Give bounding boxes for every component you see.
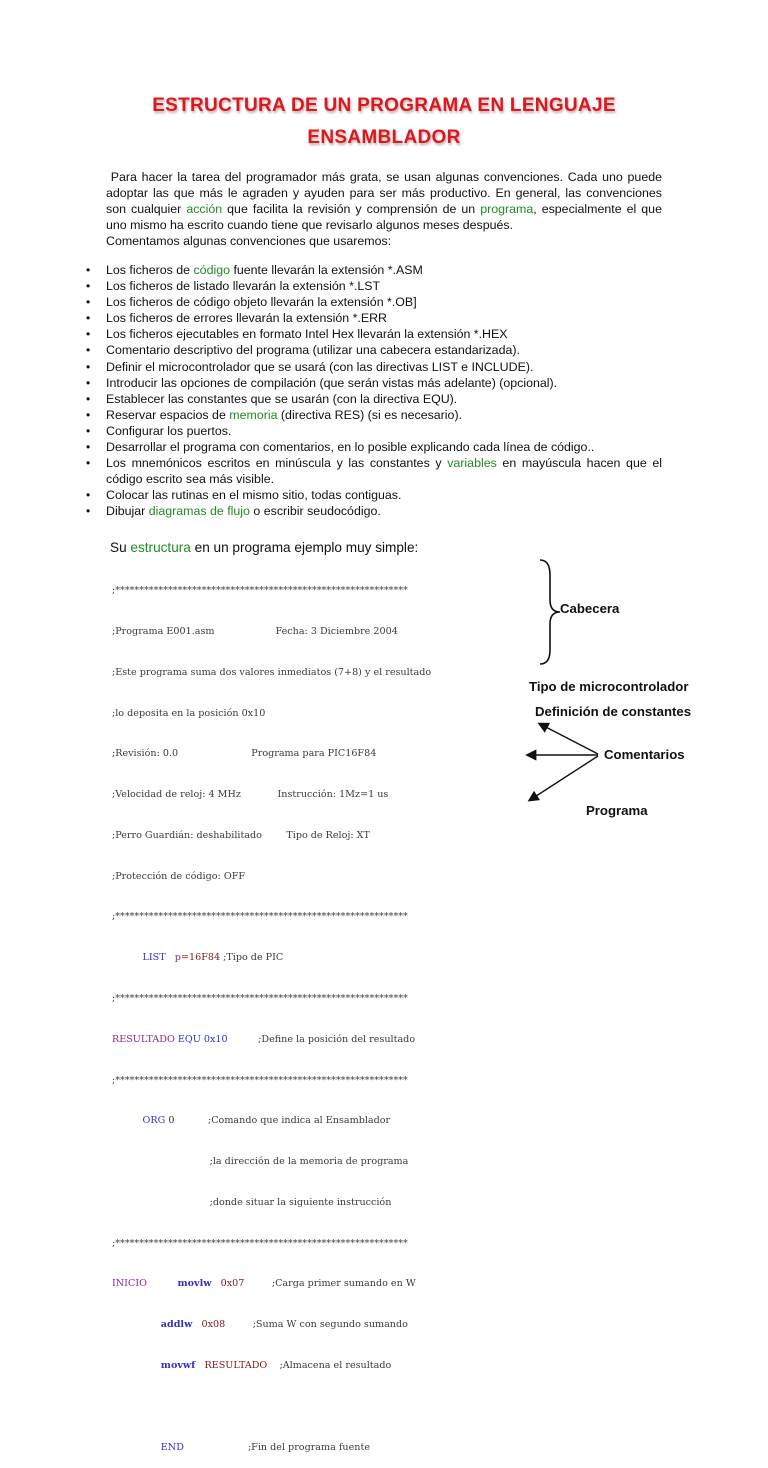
code-separator: ;************************************************************* [112,585,408,597]
link-programa[interactable]: programa [480,202,534,216]
code-instruction-line: INICIO movlw 0x07 ;Carga primer sumando en W [112,1278,416,1290]
list-item: • Colocar las rutinas en el mismo sitio, todas contiguas. [80,487,662,503]
code-header-line: ;Velocidad de reloj: 4 MHz Instrucción: 1Mz=1 us [112,789,389,801]
code-separator: ;************************************************************* [112,1074,408,1086]
list-item: • Los ficheros de código objeto llevarán la extensión *.OB] [80,294,662,310]
figure-caption: Su estructura en un programa ejemplo muy simple: [110,540,419,555]
list-item: • Dibujar diagramas de flujo o escribir seudocódigo. [80,503,662,519]
code-comment-line: ;la dirección de la memoria de programa [209,1156,409,1168]
list-item: • Desarrollar el programa con comentarios, en lo posible explicando cada línea de código.. [80,439,662,455]
link-estructura[interactable]: estructura [130,540,191,555]
label-cabecera: Cabecera [560,601,620,616]
code-separator: ;************************************************************* [112,911,408,923]
code-comment-line: ;donde situar la siguiente instrucción [209,1196,392,1208]
label-definicion-constantes: Definición de constantes [535,704,692,719]
code-header-line: ;Este programa suma dos valores inmediatos (7+8) y el resultado [112,666,432,678]
list-item: • Introducir las opciones de compilación (que serán vistas más adelante) (opcional). [80,375,662,391]
label-programa: Programa [586,803,648,818]
link-memoria[interactable]: memoria [229,407,278,422]
link-variables[interactable]: variables [447,456,497,471]
list-item: • Definir el microcontrolador que se usará (con las directivas LIST e INCLUDE). [80,359,662,375]
list-item: • Configurar los puertos. [80,423,662,439]
cabecera-brace [540,560,560,664]
list-item: • Los ficheros ejecutables en formato Intel Hex llevarán la extensión *.HEX [80,326,662,342]
code-org-line: ORG 0 ;Comando que indica al Ensamblador [142,1115,391,1127]
code-separator: ;************************************************************* [112,993,408,1004]
code-header-line: ;Revisión: 0.0 Programa para PIC16F84 [112,748,377,760]
code-instruction-line: addlw 0x08 ;Suma W con segundo sumando [160,1319,408,1331]
code-header-line: ;Perro Guardián: deshabilitado Tipo de Reloj: XT [112,829,370,841]
code-header-line: ;Programa E001.asm Fecha: 3 Diciembre 2004 [112,625,398,637]
comentarios-arrow-down [530,756,598,800]
link-diagramas-de-flujo[interactable]: diagramas de flujo [148,504,250,519]
list-item: • Los ficheros de listado llevarán la extensión *.LST [80,278,662,294]
code-separator: ;************************************************************* [112,1237,408,1249]
list-item: • Comentario descriptivo del programa (utilizar una cabecera estandarizada). [80,342,662,358]
code-equ-line: RESULTADO EQU 0x10 ;Define la posición del resultado [112,1033,416,1045]
link-codigo[interactable]: código [193,263,230,277]
code-header-line: ;Protección de código: OFF [112,870,246,882]
list-item: • Los mnemónicos escritos en minúscula y las constantes y variables en mayúscula hacen que el código escrito sea más visible. [80,455,662,487]
link-accion[interactable]: acción [186,202,223,216]
label-comentarios: Comentarios [604,747,685,762]
comentarios-arrow-up [540,724,598,754]
list-item: • Los ficheros de código fuente llevarán la extensión *.ASM [80,262,662,278]
code-list-line: LIST p=16F84 ;Tipo de PIC [142,952,284,964]
list-item: • Establecer las constantes que se usarán (con la directiva EQU). [80,391,662,407]
intro-subline: Comentamos algunas convenciones que usaremos: [106,234,392,248]
list-item: • Reservar espacios de memoria (directiva RES) (si es necesario). [80,407,662,423]
page-title-line-1: ESTRUCTURA DE UN PROGRAMA EN LENGUAJE [152,95,616,116]
label-tipo-microcontrolador: Tipo de microcontrolador [529,679,689,694]
page-title-line-2: ENSAMBLADOR [307,127,461,148]
code-blank-line [112,1400,431,1414]
code-header-line: ;lo deposita en la posición 0x10 [112,707,266,719]
code-instruction-line: movwf RESULTADO ;Almacena el resultado [160,1360,392,1372]
list-item: • Los ficheros de errores llevarán la extensión *.ERR [80,310,662,326]
code-end-line: END ;Fin del programa fuente [160,1441,370,1453]
intro-text: Para hacer la tarea del programador más grata, se usan algunas convenciones. Cada uno puede adoptar las que más le agraden y ayuden para ser más productivo. En general, las convenciones son cualquier acción que facilita la revisión y comprensión de un programa, especialmente el que uno mismo ha escrito cuando tiene que revisarlo algunos meses después. [106,170,662,232]
